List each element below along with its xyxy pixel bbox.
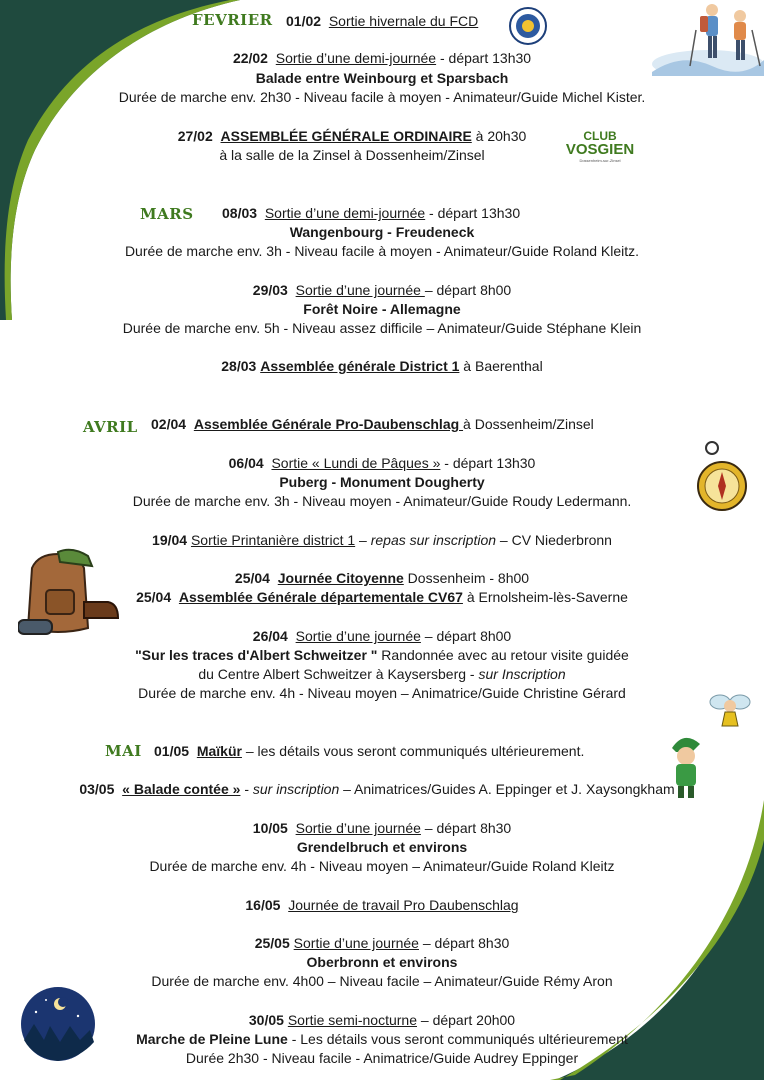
separator: - — [240, 781, 253, 797]
event-date: 02/04 — [151, 416, 187, 432]
event-details: à la salle de la Zinsel à Dossenheim/Zinsel — [219, 147, 485, 163]
event-date: 03/05 — [79, 781, 115, 797]
event-name: Balade entre Weinbourg et Sparsbach — [255, 70, 509, 86]
event-description: – les détails vous seront communiqués ultérieurement. — [241, 743, 585, 759]
event-03-05 — [0, 780, 759, 799]
event-details: Durée de marche env. 3h - Niveau moyen - Animateur/Guide Roudy Ledermann. — [132, 493, 632, 509]
night-moon-icon — [20, 986, 96, 1062]
event-note: sur inscription — [252, 781, 340, 797]
event-title: Sortie d’une demi-journée — [275, 50, 437, 66]
event-10-05 — [0, 819, 764, 838]
event-title: Sortie d’une journée — [295, 628, 421, 644]
event-location: à Ernolsheim-lès-Saverne — [462, 589, 628, 605]
event-date: 26/04 — [252, 628, 288, 644]
event-time: – départ 8h30 — [420, 820, 512, 836]
event-02-04 — [151, 415, 594, 434]
event-name: Wangenbourg - Freudeneck — [289, 224, 475, 240]
event-title: Journée Citoyenne — [277, 570, 404, 586]
event-details: Durée de marche env. 5h - Niveau assez difficile – Animateur/Guide Stéphane Klein — [122, 320, 642, 336]
event-date: 28/03 — [221, 358, 257, 374]
event-25-05 — [0, 934, 764, 953]
event-location: à Baerenthal — [459, 358, 543, 374]
event-name: Oberbronn et environs — [306, 954, 458, 970]
event-time: – départ 8h00 — [420, 628, 512, 644]
event-16-05 — [0, 896, 764, 915]
event-date: 06/04 — [228, 455, 264, 471]
event-date: 16/05 — [245, 897, 281, 913]
event-title: Journée de travail Pro Daubenschlag — [288, 897, 519, 913]
event-22-02 — [0, 49, 764, 68]
event-description: du Centre Albert Schweitzer à Kaysersberg - — [198, 666, 479, 682]
event-name: Grendelbruch et environs — [296, 839, 468, 855]
fcd-badge-icon — [508, 6, 548, 46]
event-time: - départ 13h30 — [436, 50, 532, 66]
event-date: 29/03 — [252, 282, 288, 298]
event-name: Forêt Noire - Allemagne — [303, 301, 461, 317]
event-date: 01/05 — [154, 743, 190, 759]
month-label-april: AVRIL — [83, 418, 138, 436]
club-vosgien-logo — [560, 131, 640, 164]
month-label-march: MARS — [140, 205, 194, 223]
event-description: Randonnée avec au retour visite guidée — [377, 647, 629, 663]
event-date: 10/05 — [252, 820, 288, 836]
event-description: - Les détails vous seront communiqués ultérieurement — [287, 1031, 628, 1047]
backpack-icon — [18, 548, 122, 640]
event-name: Puberg - Monument Dougherty — [279, 474, 485, 490]
month-label-may: MAI — [105, 742, 142, 760]
event-title: ASSEMBLÉE GÉNÉRALE ORDINAIRE — [220, 128, 472, 144]
event-06-04 — [0, 454, 764, 473]
event-date: 27/02 — [177, 128, 213, 144]
event-time: à 20h30 — [471, 128, 527, 144]
compass-icon — [696, 440, 748, 520]
event-details: Durée 2h30 - Niveau facile - Animatrice/Guide Audrey Eppinger — [185, 1050, 579, 1066]
event-details: Durée de marche env. 4h - Niveau moyen – Animateur/Guide Roland Kleitz — [149, 858, 615, 874]
event-details: Durée de marche env. 4h00 – Niveau facile – Animateur/Guide Rémy Aron — [151, 973, 613, 989]
logo-text-vosgien: VOSGIEN — [565, 141, 635, 158]
hikers-icon — [652, 0, 764, 76]
event-date: 19/04 — [152, 532, 188, 548]
event-time: - départ 13h30 — [440, 455, 536, 471]
event-title: Sortie hivernale du FCD — [328, 13, 479, 29]
event-title: Assemblée Générale départementale CV67 — [178, 589, 463, 605]
logo-text-club: CLUB — [583, 129, 617, 143]
event-title: Sortie d’une demi-journée — [264, 205, 426, 221]
event-title: Sortie d’une journée — [295, 282, 425, 298]
event-01-05 — [154, 742, 584, 761]
event-title: Sortie « Lundi de Pâques » — [271, 455, 441, 471]
month-label-february: FEVRIER — [192, 11, 273, 29]
fairy-icon — [708, 688, 752, 732]
event-details: Durée de marche env. 2h30 - Niveau facile à moyen - Animateur/Guide Michel Kister. — [118, 89, 646, 105]
event-date: 25/05 — [254, 935, 290, 951]
logo-text-location: Dossenheim-sur-Zinsel — [579, 158, 621, 163]
event-time: – départ 8h00 — [424, 282, 512, 298]
event-time: - départ 13h30 — [425, 205, 521, 221]
event-title: Assemblée générale District 1 — [260, 358, 460, 374]
event-location: – CV Niederbronn — [496, 532, 612, 548]
event-date: 25/04 — [136, 589, 172, 605]
event-08-03 — [222, 204, 520, 223]
event-details: Durée de marche env. 3h - Niveau facile à moyen - Animateur/Guide Roland Kleitz. — [124, 243, 640, 259]
separator: – — [355, 532, 371, 548]
event-time: – départ 20h00 — [417, 1012, 516, 1028]
event-description: – Animatrices/Guides A. Eppinger et J. Xaysongkham — [339, 781, 675, 797]
event-date: 25/04 — [234, 570, 270, 586]
event-title: Maïkür — [196, 743, 242, 759]
event-note: sur Inscription — [478, 666, 566, 682]
event-time: – départ 8h30 — [418, 935, 510, 951]
event-date: 08/03 — [222, 205, 258, 221]
event-title: Sortie d’une journée — [293, 935, 419, 951]
event-date: 01/02 — [286, 13, 322, 29]
elf-icon — [662, 734, 710, 802]
event-date: 30/05 — [248, 1012, 284, 1028]
event-30-05 — [0, 1011, 764, 1030]
event-01-02 — [286, 12, 478, 31]
event-title: Assemblée Générale Pro-Daubenschlag — [193, 416, 464, 432]
event-note: repas sur inscription — [370, 532, 497, 548]
event-details: Durée de marche env. 4h - Niveau moyen – Animatrice/Guide Christine Gérard — [138, 685, 626, 701]
event-title: Sortie d’une journée — [295, 820, 421, 836]
event-title: « Balade contée » — [122, 781, 241, 797]
event-29-03 — [0, 281, 764, 300]
event-name: Marche de Pleine Lune — [136, 1031, 288, 1047]
event-location: Dossenheim - 8h00 — [403, 570, 530, 586]
event-title: Sortie semi-nocturne — [287, 1012, 417, 1028]
event-name: "Sur les traces d'Albert Schweitzer " — [135, 647, 378, 663]
event-date: 22/02 — [232, 50, 268, 66]
event-title: Sortie Printanière district 1 — [190, 532, 356, 548]
event-28-03 — [0, 357, 764, 376]
event-location: à Dossenheim/Zinsel — [463, 416, 594, 432]
